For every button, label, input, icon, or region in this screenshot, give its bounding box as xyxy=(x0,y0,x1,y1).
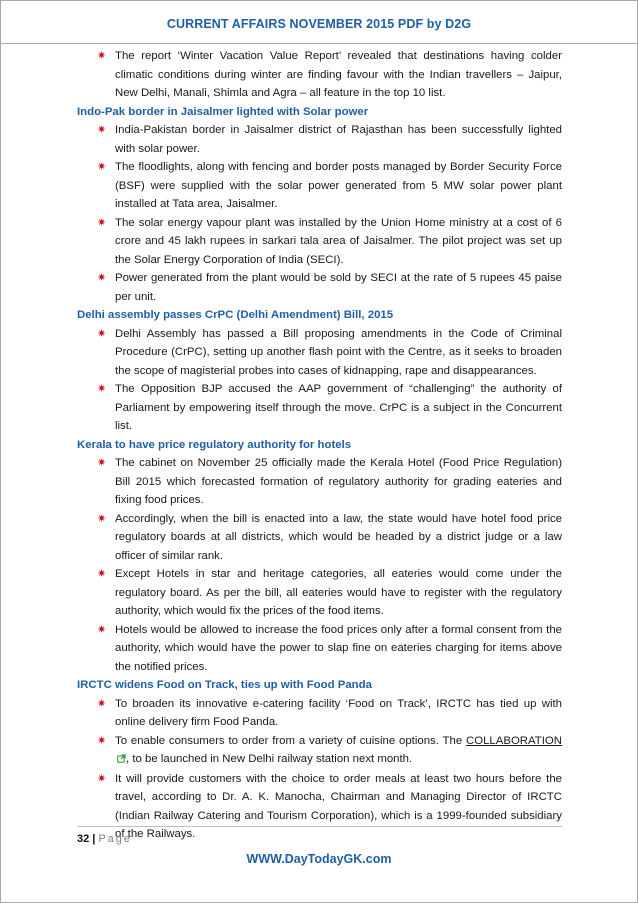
bullet-text xyxy=(115,732,562,770)
list-item xyxy=(77,510,562,566)
list-item xyxy=(77,325,562,381)
red-star-bullet-icon: ✷ xyxy=(97,512,107,525)
red-star-bullet-icon: ✷ xyxy=(97,272,107,284)
red-star-bullet-icon: ✷ xyxy=(97,772,107,785)
list-item xyxy=(77,454,562,510)
red-star-bullet-icon: ✷ xyxy=(97,568,107,580)
page-word: Page xyxy=(98,833,133,845)
list-item xyxy=(77,269,562,306)
section-heading-irctc-foodpanda: IRCTC widens Food on Track, ties up with Food Panda xyxy=(77,679,372,691)
header-divider xyxy=(0,43,638,44)
bullet-text: Hotels would be allowed to increase the food prices only after a formal consent from the authority, which would have the power to slap fine on eateries charging for items above the notified prices. xyxy=(115,623,562,673)
list-item xyxy=(77,380,562,436)
list-item xyxy=(77,770,562,844)
red-star-bullet-icon: ✷ xyxy=(97,734,107,747)
header-title: CURRENT AFFAIRS NOVEMBER 2015 PDF by D2G xyxy=(166,17,472,31)
list-item xyxy=(77,158,562,214)
red-star-bullet-icon: ✷ xyxy=(97,457,107,469)
external-link-icon[interactable] xyxy=(117,751,126,770)
bullet-text: To broaden its innovative e-catering facility ‘Food on Track’, IRCTC has tied up with online delivery firm Food Panda. xyxy=(115,697,562,728)
red-star-bullet-icon: ✷ xyxy=(97,697,107,710)
page-separator: | xyxy=(92,833,96,845)
list-item xyxy=(77,121,562,158)
bullet-text-before-link: To enable consumers to order from a variety of cuisine options. The xyxy=(115,734,466,747)
section-heading-kerala-hotels: Kerala to have price regulatory authority for hotels xyxy=(77,438,352,451)
bullet-text: The solar energy vapour plant was installed by the Union Home ministry at a cost of 6 crore and 45 lakh rupees in sarkari tala area of Jaisalmer. The pilot project was set up the Solar Energy Corporation of India (SECI). xyxy=(115,216,562,266)
collaboration-link[interactable]: COLLABORATION xyxy=(466,734,562,747)
bullet-text: The Opposition BJP accused the AAP government of “challenging” the authority of Parliament by empowering itself through the move. CrPC is a subject in the Concurrent list. xyxy=(115,383,562,432)
footer-divider xyxy=(77,826,562,827)
bullet-text: The report ‘Winter Vacation Value Report’ revealed that destinations having colder climatic conditions during winter are finding favour with the Indian travellers – Jaipur, New Delhi, Manali, Shimla and Agra – all feature in the top 10 list. xyxy=(115,50,562,99)
list-item xyxy=(77,47,562,103)
red-star-bullet-icon: ✷ xyxy=(97,50,107,62)
list-item xyxy=(77,695,562,732)
page-number-line xyxy=(77,833,132,845)
red-star-bullet-icon: ✷ xyxy=(97,161,107,173)
page-number: 32 xyxy=(77,833,90,845)
section-heading-delhi-crpc: Delhi assembly passes CrPC (Delhi Amendment) Bill, 2015 xyxy=(77,309,394,321)
bullet-text: Accordingly, when the bill is enacted into a law, the state would have hotel food price regulatory boards at all districts, which would be headed by a district judge or a law officer of similar rank. xyxy=(115,512,562,562)
list-item xyxy=(77,621,562,677)
red-star-bullet-icon: ✷ xyxy=(97,216,107,229)
list-item xyxy=(77,565,562,621)
bullet-text-after-link: , to be launched in New Delhi railway station next month. xyxy=(126,753,413,765)
bullet-text: Delhi Assembly has passed a Bill proposing amendments in the Code of Criminal Procedure (CrPC), setting up another flash point with the Centre, as it seeks to broaden the scope of magisterial probes into cases of kidnapping, rape and disappearances. xyxy=(115,327,562,377)
list-item xyxy=(77,732,562,770)
list-item xyxy=(77,214,562,270)
document-body xyxy=(77,47,562,844)
bullet-text: India-Pakistan border in Jaisalmer district of Rajasthan has been successfully lighted with solar power. xyxy=(115,124,562,155)
red-star-bullet-icon: ✷ xyxy=(97,623,107,636)
bullet-text: Except Hotels in star and heritage categories, all eateries would come under the regulatory board. As per the bill, all eateries would have to register with the regulatory authority, which would fix the prices of the food items. xyxy=(115,568,562,617)
footer-url[interactable]: WWW.DayTodayGK.com xyxy=(246,852,392,866)
red-star-bullet-icon: ✷ xyxy=(97,124,107,136)
red-star-bullet-icon: ✷ xyxy=(97,327,107,340)
bullet-text: The floodlights, along with fencing and border posts managed by Border Security Force (BSF) were supplied with the solar power generated from 5 MW solar power plant installed at Tata area, Jaisalmer. xyxy=(115,161,562,210)
bullet-text: The cabinet on November 25 officially made the Kerala Hotel (Food Price Regulation) Bill 2015 which forecasted formation of regulatory authority for grading eateries and fixing food prices. xyxy=(115,457,562,506)
section-heading-solar-border: Indo-Pak border in Jaisalmer lighted with Solar power xyxy=(77,105,369,118)
red-star-bullet-icon: ✷ xyxy=(97,383,107,395)
bullet-text: Power generated from the plant would be sold by SECI at the rate of 5 rupees 45 paise per unit. xyxy=(115,272,562,303)
bullet-text: It will provide customers with the choice to order meals at least two hours before the travel, according to Dr. A. K. Manocha, Chairman and Managing Director of IRCTC (Indian Railway Catering and Tourism Corporation), which is a 1999-founded subsidiary of the Railways. xyxy=(115,772,562,840)
